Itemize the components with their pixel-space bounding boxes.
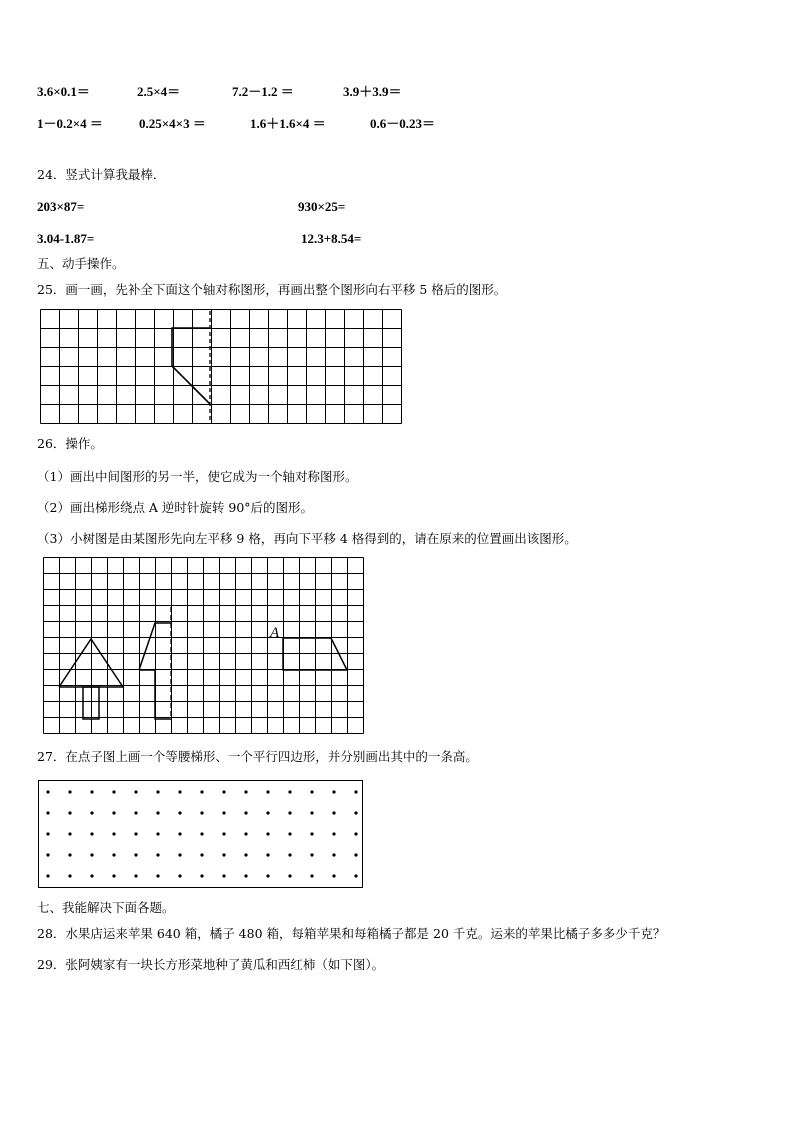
- question-27-title: 27．在点子图上画一个等腰梯形、一个平行四边形，并分别画出其中的一条高。: [37, 749, 478, 764]
- grid-dot: [288, 874, 291, 877]
- grid-dot: [310, 811, 313, 814]
- grid-dot: [46, 811, 49, 814]
- grid-dot: [156, 874, 159, 877]
- grid-dot: [244, 790, 247, 793]
- question-26-part-3: （3）小树图是由某图形先向左平移 9 格，再向下平移 4 格得到的，请在原来的位置画出该图形。: [37, 531, 577, 546]
- grid-dot: [134, 874, 137, 877]
- grid-dot: [90, 853, 93, 856]
- grid-dot: [200, 811, 203, 814]
- grid-dot: [266, 832, 269, 835]
- grid-dot: [332, 832, 335, 835]
- grid-dot: [222, 790, 225, 793]
- grid-dot: [354, 832, 357, 835]
- grid-dot: [134, 853, 137, 856]
- calc-item: 3.6×0.1＝: [37, 84, 90, 99]
- grid-dot: [112, 853, 115, 856]
- calc-item: 0.25×4×3 ＝: [139, 116, 206, 131]
- question-25-title: 25．画一画，先补全下面这个轴对称图形，再画出整个图形向右平移 5 格后的图形。: [37, 282, 507, 297]
- grid-dot: [244, 853, 247, 856]
- grid-dot: [354, 874, 357, 877]
- q26-grid-figure: [43, 557, 367, 737]
- calc-item: 7.2－1.2 ＝: [232, 84, 294, 99]
- grid-dot: [288, 790, 291, 793]
- calc-item: 1.6＋1.6×4 ＝: [250, 116, 326, 131]
- calc-item: 12.3+8.54=: [301, 231, 362, 246]
- grid-dot: [134, 832, 137, 835]
- grid-dot: [156, 811, 159, 814]
- grid-dot: [46, 832, 49, 835]
- question-26-title: 26．操作。: [37, 436, 103, 451]
- grid-dot: [68, 832, 71, 835]
- grid-dot: [310, 874, 313, 877]
- grid-dot: [200, 832, 203, 835]
- grid-dot: [68, 811, 71, 814]
- grid-dot: [68, 853, 71, 856]
- grid-dot: [222, 874, 225, 877]
- grid-dot: [244, 811, 247, 814]
- grid-dot: [178, 811, 181, 814]
- grid-dot: [46, 853, 49, 856]
- grid-dot: [90, 811, 93, 814]
- grid-dot: [178, 832, 181, 835]
- question-26-part-2: （2）画出梯形绕点 A 逆时针旋转 90°后的图形。: [37, 500, 314, 515]
- grid-dot: [332, 811, 335, 814]
- grid-dot: [266, 811, 269, 814]
- grid-dot: [332, 853, 335, 856]
- grid-dot: [222, 853, 225, 856]
- grid-dot: [134, 811, 137, 814]
- grid-dot: [200, 874, 203, 877]
- grid-dot: [288, 832, 291, 835]
- grid-lines: [41, 310, 402, 424]
- grid-dot: [354, 853, 357, 856]
- calc-item: 3.04-1.87=: [37, 231, 95, 246]
- grid-dot: [354, 790, 357, 793]
- calc-item: 0.6－0.23＝: [370, 116, 436, 131]
- grid-dot: [90, 874, 93, 877]
- calc-item: 2.5×4＝: [137, 84, 181, 99]
- section-heading: 七、我能解决下面各题。: [37, 900, 175, 915]
- question-26-part-1: （1）画出中间图形的另一半，使它成为一个轴对称图形。: [37, 469, 358, 484]
- question-24-title: 24．竖式计算我最棒．: [37, 167, 166, 182]
- grid-dot: [178, 790, 181, 793]
- grid-dot: [112, 832, 115, 835]
- question-29: 29．张阿姨家有一块长方形菜地种了黄瓜和西红柿（如下图）。: [37, 957, 385, 972]
- calc-item: 930×25=: [298, 199, 346, 214]
- grid-dot: [156, 853, 159, 856]
- grid-dot: [244, 832, 247, 835]
- grid-dot: [310, 832, 313, 835]
- grid-dot: [90, 790, 93, 793]
- point-a-label: A: [270, 625, 280, 641]
- grid-dot: [332, 790, 335, 793]
- grid-dot: [46, 790, 49, 793]
- grid-lines: [44, 558, 364, 734]
- grid-dot: [200, 853, 203, 856]
- grid-dot: [310, 790, 313, 793]
- grid-dot: [112, 874, 115, 877]
- grid-dot: [178, 874, 181, 877]
- grid-dot: [156, 790, 159, 793]
- grid-dot: [46, 874, 49, 877]
- grid-dot: [134, 790, 137, 793]
- calc-item: 203×87=: [37, 199, 85, 214]
- grid-dot: [222, 832, 225, 835]
- grid-dot: [178, 853, 181, 856]
- question-28: 28．水果店运来苹果 640 箱，橘子 480 箱，每箱苹果和每箱橘子都是 20 千克。运来的苹果比橘子多多少千克？: [37, 926, 666, 941]
- calc-item: 1－0.2×4 ＝: [37, 116, 103, 131]
- dot-grid: [46, 790, 357, 877]
- grid-dot: [244, 874, 247, 877]
- grid-dot: [112, 811, 115, 814]
- grid-dot: [90, 832, 93, 835]
- grid-dot: [288, 853, 291, 856]
- q25-grid-figure: [40, 309, 400, 425]
- calc-item: 3.9＋3.9＝: [343, 84, 402, 99]
- grid-dot: [200, 790, 203, 793]
- grid-dot: [332, 874, 335, 877]
- grid-dot: [266, 790, 269, 793]
- half-shape-bottom: [139, 670, 171, 719]
- grid-dot: [68, 874, 71, 877]
- grid-dot: [266, 874, 269, 877]
- dot-grid-figure: [38, 780, 364, 890]
- grid-dot: [354, 811, 357, 814]
- section-heading: 五、动手操作。: [37, 256, 125, 271]
- grid-dot: [112, 790, 115, 793]
- grid-dot: [156, 832, 159, 835]
- grid-dot: [266, 853, 269, 856]
- grid-dot: [288, 811, 291, 814]
- grid-dot: [68, 790, 71, 793]
- grid-dot: [222, 811, 225, 814]
- grid-dot: [310, 853, 313, 856]
